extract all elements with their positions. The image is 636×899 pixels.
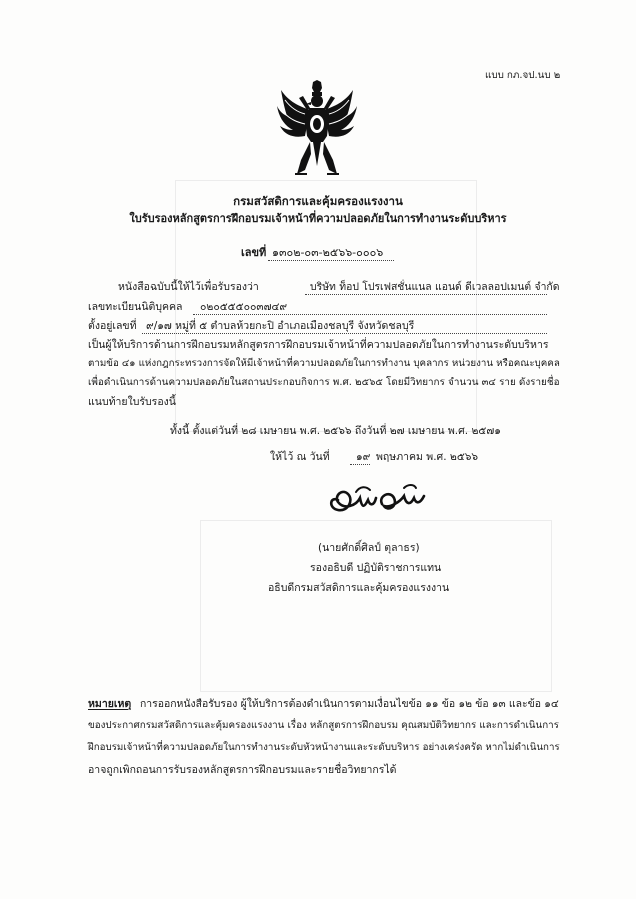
paragraph-line: เพื่อดำเนินการด้านความปลอดภัยในสถานประกอบกิจการ พ.ศ. ๒๕๖๕ โดยมีวิทยากร จำนวน ๓๔ ราย ดังรายชื่อ — [88, 377, 560, 388]
dotted-line — [350, 464, 370, 465]
paragraph-line: ตามข้อ ๔๑ แห่งกฎกระทรวงการจัดให้มีเจ้าหน้าที่ความปลอดภัยในการทำงาน บุคลากร หน่วยงาน หรือคณะบุคคล — [88, 358, 560, 369]
registration-label: เลขทะเบียนนิติบุคคล — [88, 301, 183, 313]
dotted-line — [305, 294, 547, 295]
address-value: ๙/๑๗ หมู่ที่ ๕ ตำบลห้วยกะปิ อำเภอเมืองชลบุรี จังหวัดชลบุรี — [146, 320, 415, 332]
signatory-position: รองอธิบดี ปฏิบัติราชการแทน — [310, 562, 442, 574]
registration-number: ๐๒๐๕๕๕๐๐๓๗๔๙ — [200, 301, 288, 313]
signatory-position: อธิบดีกรมสวัสดิการและคุ้มครองแรงงาน — [268, 582, 450, 594]
validity-period: ทั้งนี้ ตั้งแต่วันที่ ๒๘ เมษายน พ.ศ. ๒๕๖๖ ถึงวันที่ ๒๗ เมษายน พ.ศ. ๒๕๗๑ — [170, 425, 501, 437]
issue-date-prefix: ให้ไว้ ณ วันที่ — [270, 451, 330, 463]
paragraph-line: แนบท้ายใบรับรองนี้ — [88, 396, 176, 408]
note-line: ของประกาศกรมสวัสดิการและคุ้มครองแรงงาน เรื่อง หลักสูตรการฝึกอบรม คุณสมบัติวิทยากร และการดำเนินการ — [88, 720, 559, 731]
dotted-line — [142, 333, 547, 334]
note-line: อาจถูกเพิกถอนการรับรองหลักสูตรการฝึกอบรมและรายชื่อวิทยากรได้ — [88, 764, 397, 776]
handwritten-signature — [320, 478, 440, 520]
company-name: บริษัท ท็อป โปรเฟสชั่นแนล แอนด์ ดีเวลลอปเมนต์ จำกัด — [310, 281, 560, 293]
issue-month-year: พฤษภาคม พ.ศ. ๒๕๖๖ — [376, 451, 479, 463]
note-line: ฝึกอบรมเจ้าหน้าที่ความปลอดภัยในการทำงานระดับหัวหน้างานและระดับบริหาร อย่างเคร่งครัด หากไม่ดำเนินการ — [88, 742, 560, 753]
department-name: กรมสวัสดิการและคุ้มครองแรงงาน — [233, 194, 403, 208]
certificate-number-label: เลขที่ — [241, 246, 267, 259]
paragraph-line: เป็นผู้ให้บริการด้านการฝึกอบรมหลักสูตรการฝึกอบรมเจ้าหน้าที่ความปลอดภัยในการทำงานระดับบริหาร — [88, 339, 549, 351]
note-label: หมายเหตุ — [88, 698, 132, 710]
certificate-number: ๑๓๐๒-๐๓-๒๕๖๖-๐๐๐๖ — [272, 246, 384, 259]
certificate-title: ใบรับรองหลักสูตรการฝึกอบรมเจ้าหน้าที่ความปลอดภัยในการทำงานระดับบริหาร — [129, 212, 507, 225]
issue-day: ๑๙ — [356, 451, 371, 463]
signatory-name: (นายศักดิ์ศิลป์ ตุลาธร) — [318, 542, 420, 554]
note-line: การออกหนังสือรับรอง ผู้ให้บริการต้องดำเนินการตามเงื่อนไขข้อ ๑๑ ข้อ ๑๒ ข้อ ๑๓ และข้อ ๑๔ — [140, 698, 559, 710]
garuda-emblem — [277, 80, 357, 176]
dotted-line — [193, 314, 547, 315]
dotted-line — [268, 260, 394, 261]
form-code: แบบ กภ.จป.นบ ๒ — [485, 70, 561, 81]
certify-prefix: หนังสือฉบับนี้ให้ไว้เพื่อรับรองว่า — [118, 281, 259, 293]
address-label: ตั้งอยู่เลขที่ — [88, 320, 137, 332]
